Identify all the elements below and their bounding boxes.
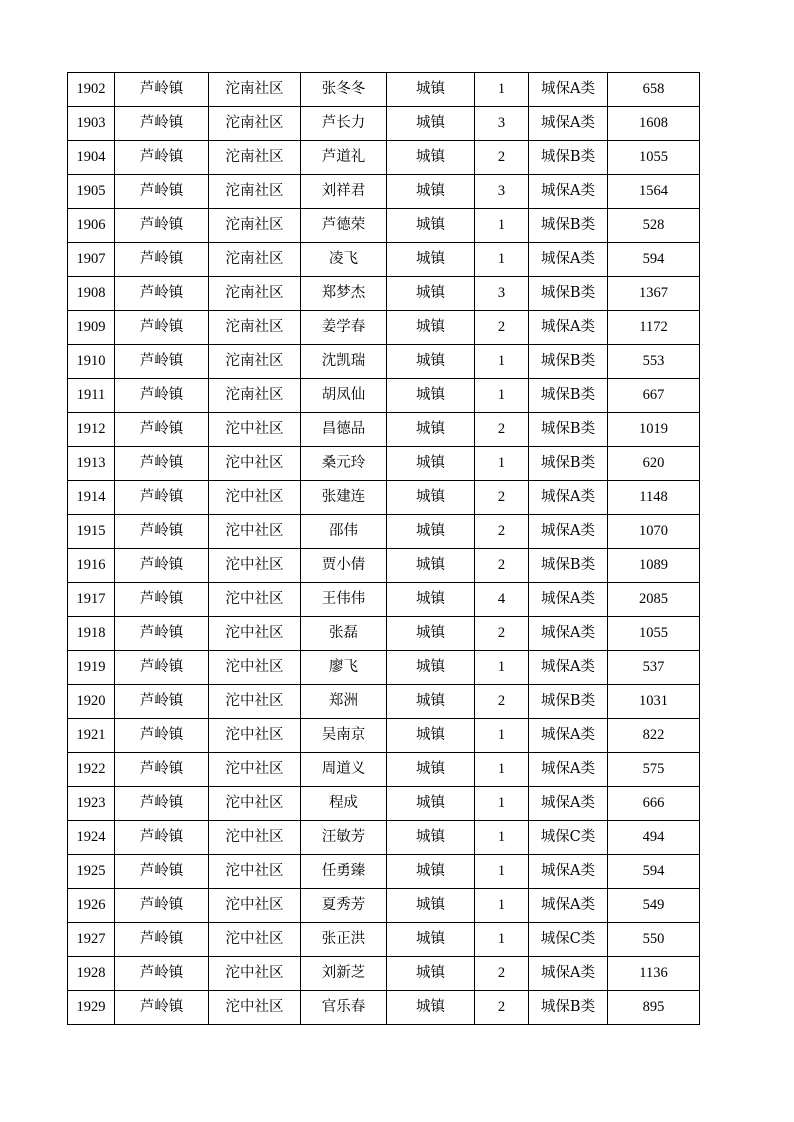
town-cell: 芦岭镇 xyxy=(115,413,209,447)
category-cell: 城保A类 xyxy=(529,787,608,821)
town-cell: 芦岭镇 xyxy=(115,821,209,855)
name-cell: 郑梦杰 xyxy=(301,277,387,311)
town-cell: 芦岭镇 xyxy=(115,243,209,277)
category-cell: 城保B类 xyxy=(529,413,608,447)
table-row xyxy=(68,515,700,549)
amount-cell: 1031 xyxy=(608,685,700,719)
serial-number-cell: 1913 xyxy=(68,447,115,481)
household-size-cell: 1 xyxy=(475,753,529,787)
table-row xyxy=(68,651,700,685)
area-type-cell: 城镇 xyxy=(387,617,475,651)
community-cell: 沱南社区 xyxy=(209,107,301,141)
serial-number-cell: 1904 xyxy=(68,141,115,175)
table-row xyxy=(68,991,700,1025)
amount-cell: 1089 xyxy=(608,549,700,583)
town-cell: 芦岭镇 xyxy=(115,617,209,651)
community-cell: 沱中社区 xyxy=(209,481,301,515)
name-cell: 王伟伟 xyxy=(301,583,387,617)
household-size-cell: 1 xyxy=(475,923,529,957)
area-type-cell: 城镇 xyxy=(387,549,475,583)
area-type-cell: 城镇 xyxy=(387,311,475,345)
area-type-cell: 城镇 xyxy=(387,277,475,311)
table-row xyxy=(68,923,700,957)
area-type-cell: 城镇 xyxy=(387,991,475,1025)
area-type-cell: 城镇 xyxy=(387,753,475,787)
name-cell: 芦长力 xyxy=(301,107,387,141)
household-size-cell: 2 xyxy=(475,617,529,651)
category-cell: 城保B类 xyxy=(529,345,608,379)
household-size-cell: 1 xyxy=(475,821,529,855)
town-cell: 芦岭镇 xyxy=(115,957,209,991)
category-cell: 城保A类 xyxy=(529,175,608,209)
serial-number-cell: 1907 xyxy=(68,243,115,277)
area-type-cell: 城镇 xyxy=(387,73,475,107)
amount-cell: 553 xyxy=(608,345,700,379)
table-row xyxy=(68,413,700,447)
community-cell: 沱中社区 xyxy=(209,787,301,821)
household-size-cell: 1 xyxy=(475,243,529,277)
town-cell: 芦岭镇 xyxy=(115,991,209,1025)
town-cell: 芦岭镇 xyxy=(115,515,209,549)
area-type-cell: 城镇 xyxy=(387,651,475,685)
community-cell: 沱南社区 xyxy=(209,277,301,311)
community-cell: 沱中社区 xyxy=(209,617,301,651)
town-cell: 芦岭镇 xyxy=(115,719,209,753)
amount-cell: 1019 xyxy=(608,413,700,447)
category-cell: 城保B类 xyxy=(529,379,608,413)
town-cell: 芦岭镇 xyxy=(115,685,209,719)
serial-number-cell: 1920 xyxy=(68,685,115,719)
area-type-cell: 城镇 xyxy=(387,685,475,719)
category-cell: 城保B类 xyxy=(529,549,608,583)
serial-number-cell: 1908 xyxy=(68,277,115,311)
amount-cell: 594 xyxy=(608,243,700,277)
serial-number-cell: 1923 xyxy=(68,787,115,821)
town-cell: 芦岭镇 xyxy=(115,583,209,617)
community-cell: 沱中社区 xyxy=(209,719,301,753)
serial-number-cell: 1919 xyxy=(68,651,115,685)
amount-cell: 1055 xyxy=(608,617,700,651)
community-cell: 沱中社区 xyxy=(209,549,301,583)
area-type-cell: 城镇 xyxy=(387,787,475,821)
household-size-cell: 3 xyxy=(475,175,529,209)
name-cell: 姜学春 xyxy=(301,311,387,345)
area-type-cell: 城镇 xyxy=(387,141,475,175)
town-cell: 芦岭镇 xyxy=(115,379,209,413)
table-row xyxy=(68,209,700,243)
table-row xyxy=(68,73,700,107)
town-cell: 芦岭镇 xyxy=(115,753,209,787)
amount-cell: 1136 xyxy=(608,957,700,991)
amount-cell: 1055 xyxy=(608,141,700,175)
amount-cell: 575 xyxy=(608,753,700,787)
amount-cell: 537 xyxy=(608,651,700,685)
household-size-cell: 1 xyxy=(475,379,529,413)
amount-cell: 1367 xyxy=(608,277,700,311)
community-cell: 沱中社区 xyxy=(209,583,301,617)
table-row xyxy=(68,889,700,923)
name-cell: 邵伟 xyxy=(301,515,387,549)
town-cell: 芦岭镇 xyxy=(115,855,209,889)
household-size-cell: 4 xyxy=(475,583,529,617)
serial-number-cell: 1918 xyxy=(68,617,115,651)
category-cell: 城保B类 xyxy=(529,209,608,243)
name-cell: 任勇臻 xyxy=(301,855,387,889)
area-type-cell: 城镇 xyxy=(387,719,475,753)
area-type-cell: 城镇 xyxy=(387,447,475,481)
table-row xyxy=(68,107,700,141)
table-row xyxy=(68,141,700,175)
category-cell: 城保A类 xyxy=(529,107,608,141)
category-cell: 城保A类 xyxy=(529,957,608,991)
household-size-cell: 1 xyxy=(475,447,529,481)
town-cell: 芦岭镇 xyxy=(115,447,209,481)
community-cell: 沱南社区 xyxy=(209,175,301,209)
area-type-cell: 城镇 xyxy=(387,855,475,889)
community-cell: 沱中社区 xyxy=(209,753,301,787)
area-type-cell: 城镇 xyxy=(387,379,475,413)
category-cell: 城保A类 xyxy=(529,73,608,107)
town-cell: 芦岭镇 xyxy=(115,481,209,515)
name-cell: 张磊 xyxy=(301,617,387,651)
table-row xyxy=(68,719,700,753)
amount-cell: 1608 xyxy=(608,107,700,141)
category-cell: 城保A类 xyxy=(529,243,608,277)
town-cell: 芦岭镇 xyxy=(115,923,209,957)
community-cell: 沱南社区 xyxy=(209,209,301,243)
area-type-cell: 城镇 xyxy=(387,957,475,991)
name-cell: 刘新芝 xyxy=(301,957,387,991)
amount-cell: 494 xyxy=(608,821,700,855)
serial-number-cell: 1928 xyxy=(68,957,115,991)
table-row xyxy=(68,821,700,855)
serial-number-cell: 1927 xyxy=(68,923,115,957)
household-size-cell: 1 xyxy=(475,889,529,923)
name-cell: 张正洪 xyxy=(301,923,387,957)
community-cell: 沱中社区 xyxy=(209,957,301,991)
category-cell: 城保A类 xyxy=(529,753,608,787)
serial-number-cell: 1917 xyxy=(68,583,115,617)
serial-number-cell: 1905 xyxy=(68,175,115,209)
area-type-cell: 城镇 xyxy=(387,209,475,243)
serial-number-cell: 1924 xyxy=(68,821,115,855)
category-cell: 城保A类 xyxy=(529,889,608,923)
community-cell: 沱中社区 xyxy=(209,447,301,481)
town-cell: 芦岭镇 xyxy=(115,549,209,583)
household-size-cell: 2 xyxy=(475,957,529,991)
household-size-cell: 1 xyxy=(475,73,529,107)
household-size-cell: 1 xyxy=(475,719,529,753)
table-row xyxy=(68,447,700,481)
town-cell: 芦岭镇 xyxy=(115,209,209,243)
community-cell: 沱中社区 xyxy=(209,855,301,889)
name-cell: 沈凯瑞 xyxy=(301,345,387,379)
name-cell: 昌德品 xyxy=(301,413,387,447)
name-cell: 程成 xyxy=(301,787,387,821)
name-cell: 张冬冬 xyxy=(301,73,387,107)
table-row xyxy=(68,957,700,991)
serial-number-cell: 1909 xyxy=(68,311,115,345)
amount-cell: 549 xyxy=(608,889,700,923)
serial-number-cell: 1914 xyxy=(68,481,115,515)
table-row xyxy=(68,617,700,651)
area-type-cell: 城镇 xyxy=(387,923,475,957)
household-size-cell: 3 xyxy=(475,107,529,141)
name-cell: 刘祥君 xyxy=(301,175,387,209)
serial-number-cell: 1929 xyxy=(68,991,115,1025)
name-cell: 吴南京 xyxy=(301,719,387,753)
community-cell: 沱南社区 xyxy=(209,311,301,345)
town-cell: 芦岭镇 xyxy=(115,73,209,107)
community-cell: 沱中社区 xyxy=(209,991,301,1025)
table-row xyxy=(68,277,700,311)
community-cell: 沱南社区 xyxy=(209,345,301,379)
table-row xyxy=(68,855,700,889)
table-row xyxy=(68,311,700,345)
area-type-cell: 城镇 xyxy=(387,175,475,209)
household-size-cell: 1 xyxy=(475,855,529,889)
household-size-cell: 2 xyxy=(475,311,529,345)
town-cell: 芦岭镇 xyxy=(115,651,209,685)
amount-cell: 666 xyxy=(608,787,700,821)
serial-number-cell: 1922 xyxy=(68,753,115,787)
household-size-cell: 2 xyxy=(475,685,529,719)
category-cell: 城保A类 xyxy=(529,719,608,753)
category-cell: 城保A类 xyxy=(529,515,608,549)
town-cell: 芦岭镇 xyxy=(115,175,209,209)
household-size-cell: 2 xyxy=(475,141,529,175)
serial-number-cell: 1912 xyxy=(68,413,115,447)
town-cell: 芦岭镇 xyxy=(115,345,209,379)
community-cell: 沱南社区 xyxy=(209,73,301,107)
amount-cell: 2085 xyxy=(608,583,700,617)
community-cell: 沱南社区 xyxy=(209,379,301,413)
serial-number-cell: 1910 xyxy=(68,345,115,379)
household-size-cell: 1 xyxy=(475,209,529,243)
community-cell: 沱中社区 xyxy=(209,889,301,923)
area-type-cell: 城镇 xyxy=(387,413,475,447)
area-type-cell: 城镇 xyxy=(387,243,475,277)
table-row xyxy=(68,481,700,515)
town-cell: 芦岭镇 xyxy=(115,277,209,311)
serial-number-cell: 1906 xyxy=(68,209,115,243)
amount-cell: 1070 xyxy=(608,515,700,549)
amount-cell: 1172 xyxy=(608,311,700,345)
household-size-cell: 1 xyxy=(475,345,529,379)
category-cell: 城保A类 xyxy=(529,311,608,345)
category-cell: 城保B类 xyxy=(529,685,608,719)
amount-cell: 528 xyxy=(608,209,700,243)
name-cell: 汪敏芳 xyxy=(301,821,387,855)
name-cell: 周道义 xyxy=(301,753,387,787)
name-cell: 夏秀芳 xyxy=(301,889,387,923)
town-cell: 芦岭镇 xyxy=(115,889,209,923)
serial-number-cell: 1925 xyxy=(68,855,115,889)
area-type-cell: 城镇 xyxy=(387,889,475,923)
category-cell: 城保B类 xyxy=(529,277,608,311)
category-cell: 城保B类 xyxy=(529,141,608,175)
household-size-cell: 1 xyxy=(475,651,529,685)
amount-cell: 550 xyxy=(608,923,700,957)
area-type-cell: 城镇 xyxy=(387,107,475,141)
table-row xyxy=(68,175,700,209)
table-row xyxy=(68,685,700,719)
amount-cell: 822 xyxy=(608,719,700,753)
household-size-cell: 1 xyxy=(475,787,529,821)
serial-number-cell: 1926 xyxy=(68,889,115,923)
serial-number-cell: 1916 xyxy=(68,549,115,583)
table-row xyxy=(68,345,700,379)
name-cell: 官乐春 xyxy=(301,991,387,1025)
town-cell: 芦岭镇 xyxy=(115,787,209,821)
serial-number-cell: 1903 xyxy=(68,107,115,141)
community-cell: 沱中社区 xyxy=(209,821,301,855)
name-cell: 张建连 xyxy=(301,481,387,515)
category-cell: 城保C类 xyxy=(529,821,608,855)
community-cell: 沱中社区 xyxy=(209,923,301,957)
table-row xyxy=(68,787,700,821)
category-cell: 城保A类 xyxy=(529,481,608,515)
category-cell: 城保B类 xyxy=(529,447,608,481)
name-cell: 胡凤仙 xyxy=(301,379,387,413)
category-cell: 城保C类 xyxy=(529,923,608,957)
area-type-cell: 城镇 xyxy=(387,583,475,617)
category-cell: 城保A类 xyxy=(529,651,608,685)
category-cell: 城保A类 xyxy=(529,617,608,651)
household-size-cell: 2 xyxy=(475,515,529,549)
area-type-cell: 城镇 xyxy=(387,515,475,549)
category-cell: 城保B类 xyxy=(529,991,608,1025)
serial-number-cell: 1911 xyxy=(68,379,115,413)
household-size-cell: 2 xyxy=(475,991,529,1025)
serial-number-cell: 1915 xyxy=(68,515,115,549)
household-size-cell: 2 xyxy=(475,413,529,447)
community-cell: 沱南社区 xyxy=(209,243,301,277)
community-cell: 沱中社区 xyxy=(209,413,301,447)
name-cell: 芦德荣 xyxy=(301,209,387,243)
category-cell: 城保A类 xyxy=(529,583,608,617)
table-row xyxy=(68,549,700,583)
category-cell: 城保A类 xyxy=(529,855,608,889)
household-size-cell: 2 xyxy=(475,481,529,515)
household-size-cell: 3 xyxy=(475,277,529,311)
name-cell: 芦道礼 xyxy=(301,141,387,175)
amount-cell: 1148 xyxy=(608,481,700,515)
table-row xyxy=(68,583,700,617)
data-table xyxy=(67,72,700,1025)
serial-number-cell: 1921 xyxy=(68,719,115,753)
community-cell: 沱南社区 xyxy=(209,141,301,175)
table-row xyxy=(68,379,700,413)
name-cell: 凌飞 xyxy=(301,243,387,277)
town-cell: 芦岭镇 xyxy=(115,107,209,141)
amount-cell: 620 xyxy=(608,447,700,481)
amount-cell: 667 xyxy=(608,379,700,413)
area-type-cell: 城镇 xyxy=(387,481,475,515)
amount-cell: 594 xyxy=(608,855,700,889)
area-type-cell: 城镇 xyxy=(387,345,475,379)
amount-cell: 658 xyxy=(608,73,700,107)
community-cell: 沱中社区 xyxy=(209,651,301,685)
name-cell: 贾小倩 xyxy=(301,549,387,583)
community-cell: 沱中社区 xyxy=(209,515,301,549)
table-row xyxy=(68,243,700,277)
name-cell: 郑洲 xyxy=(301,685,387,719)
amount-cell: 1564 xyxy=(608,175,700,209)
name-cell: 廖飞 xyxy=(301,651,387,685)
town-cell: 芦岭镇 xyxy=(115,311,209,345)
household-size-cell: 2 xyxy=(475,549,529,583)
town-cell: 芦岭镇 xyxy=(115,141,209,175)
name-cell: 桑元玲 xyxy=(301,447,387,481)
serial-number-cell: 1902 xyxy=(68,73,115,107)
community-cell: 沱中社区 xyxy=(209,685,301,719)
area-type-cell: 城镇 xyxy=(387,821,475,855)
table-row xyxy=(68,753,700,787)
amount-cell: 895 xyxy=(608,991,700,1025)
